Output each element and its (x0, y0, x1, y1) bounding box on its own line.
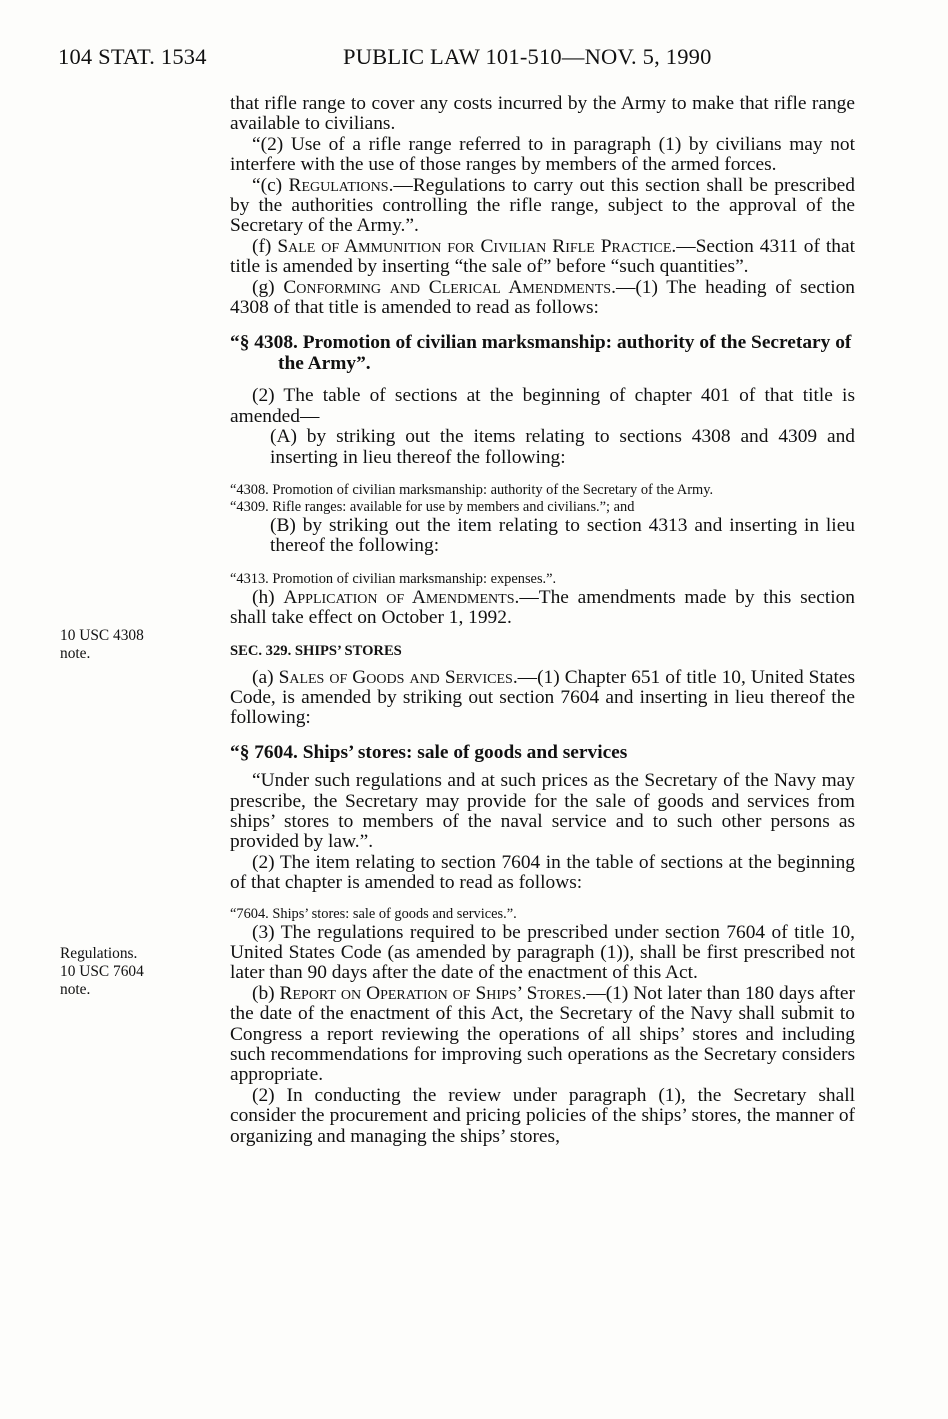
subsection-label: (f) (252, 235, 278, 257)
paragraph: (2) The item relating to section 7604 in the table of sections at the beginning of that chapter is amended to read as follows: (230, 851, 855, 894)
margin-note-line: 10 USC 7604 (60, 963, 144, 980)
subsection-label: (a) (252, 666, 279, 688)
clause-b: (B) by striking out the item relating to section 4313 and inserting in lieu thereof the following: (270, 514, 855, 557)
margin-note-line: note. (60, 981, 91, 998)
paragraph: “(2) Use of a rifle range referred to in paragraph (1) by civilians may not interfere with the use of those ranges by members of the armed forces. (230, 133, 855, 176)
margin-note-line: Regulations. (60, 945, 138, 962)
subsection-ammunition (230, 237, 855, 278)
subsection-label: (b) (252, 982, 280, 1004)
margin-note-line: note. (60, 645, 91, 662)
subsection-text: .—(1) Not later than 180 days after the date of the enactment of this Act, the Secretary of the Navy shall submit to Congress a report reviewing the operations of all ships’ stores and including such recommendations for improving such operations as the Secretary considers appropriate. (230, 982, 855, 1086)
subsection-heading: Sales of Goods and Services (278, 666, 513, 688)
table-item-4309: “4309. Rifle ranges: available for use by members and civilians.”; and (230, 498, 635, 515)
subsection-sales (230, 668, 855, 729)
subsection-application (230, 588, 855, 629)
subsection-report (230, 984, 855, 1086)
public-law-header: PUBLIC LAW 101-510—NOV. 5, 1990 (343, 44, 712, 69)
subsection-label: (g) (252, 276, 284, 298)
section-title-329: SEC. 329. SHIPS’ STORES (230, 642, 402, 659)
subsection-label: “(c) (252, 174, 289, 196)
subsection-heading: Sale of Ammunition for Civilian Rifle Practice (277, 235, 672, 257)
table-item-4308: “4308. Promotion of civilian marksmanship: authority of the Secretary of the Army. (230, 481, 714, 498)
table-item-4313: “4313. Promotion of civilian marksmanship: expenses.”. (230, 570, 557, 587)
subsection-regulations (230, 176, 855, 237)
subsection-text: .—(1) Chapter 651 of title 10, United States Code, is amended by striking out section 7604 and inserting in lieu thereof the following: (230, 666, 856, 729)
subsection-text: .—The amendments made by this section shall take effect on October 1, 1992. (230, 586, 855, 629)
section-heading-7604: “§ 7604. Ships’ stores: sale of goods and services (230, 741, 628, 763)
subsection-heading: Regulations (288, 174, 389, 196)
subsection-label: (h) (252, 586, 284, 608)
subsection-text: .—Section 4311 of that title is amended by inserting “the sale of” before “such quantities”. (230, 235, 855, 278)
clause-a: (A) by striking out the items relating to sections 4308 and 4309 and inserting in lieu thereof the following: (270, 426, 855, 468)
margin-note-usc-4308 (60, 627, 144, 663)
paragraph: that rifle range to cover any costs incurred by the Army to make that rifle range available to civilians. (230, 93, 855, 135)
page-stat-number: 104 STAT. 1534 (58, 44, 207, 69)
margin-note-line: 10 USC 4308 (60, 627, 144, 644)
table-item-7604: “7604. Ships’ stores: sale of goods and services.”. (230, 905, 517, 922)
paragraph: (2) The table of sections at the beginning of chapter 401 of that title is amended— (230, 385, 855, 427)
section-heading-4308: “§ 4308. Promotion of civilian marksmanship: authority of the Secretary of the Army”. (230, 332, 852, 374)
subsection-heading: Conforming and Clerical Amendments (283, 276, 612, 298)
margin-note-usc-7604 (60, 945, 144, 999)
subsection-conforming (230, 278, 855, 319)
subsection-text: .—Regulations to carry out this section shall be prescribed by the authorities controlling the rifle range, subject to the approval of the Secretary of the Army.”. (230, 174, 855, 237)
subsection-text: .—(1) The heading of section 4308 of that title is amended to read as follows: (230, 276, 855, 319)
paragraph: “Under such regulations and at such prices as the Secretary of the Navy may prescribe, the Secretary may provide for the sale of goods and services from ships’ stores to members of the naval service and to such other persons as provided by law.”. (230, 770, 855, 853)
subsection-heading: Report on Operation of Ships’ Stores (279, 982, 582, 1004)
paragraph: (3) The regulations required to be prescribed under section 7604 of title 10, United States Code (as amended by paragraph (1)), shall be first prescribed not later than 90 days after the date of the enactment of this Act. (230, 921, 855, 984)
law-text-column (230, 94, 855, 1147)
paragraph: (2) In conducting the review under paragraph (1), the Secretary shall consider the procurement and pricing policies of the ships’ stores, the manner of organizing and managing the ships’ stores, (230, 1084, 855, 1147)
subsection-heading: Application of Amendments (283, 586, 515, 608)
